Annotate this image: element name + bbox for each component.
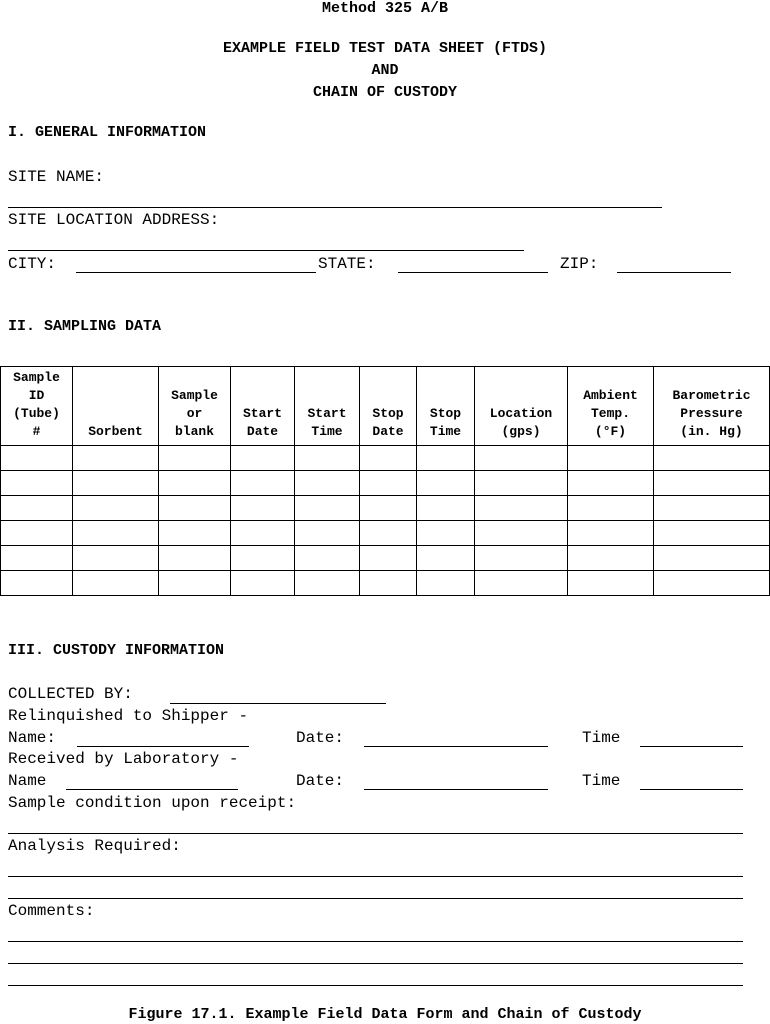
table-cell[interactable] [231, 446, 295, 471]
figure-caption: Figure 17.1. Example Field Data Form and Chain of Custody [128, 1006, 642, 1023]
site-location-field[interactable] [8, 250, 524, 251]
table-cell[interactable] [295, 546, 360, 571]
sample-condition-field[interactable] [8, 833, 743, 834]
lab-name-field[interactable] [66, 789, 238, 790]
analysis-required-label: Analysis Required: [8, 837, 181, 855]
table-cell[interactable] [568, 496, 654, 521]
table-cell[interactable] [159, 471, 231, 496]
table-cell[interactable] [568, 571, 654, 596]
comments-field-2[interactable] [8, 963, 743, 964]
table-cell[interactable] [568, 471, 654, 496]
form-subtitle: CHAIN OF CUSTODY [312, 84, 458, 101]
table-cell[interactable] [360, 446, 417, 471]
relinquished-label: Relinquished to Shipper - [8, 707, 249, 725]
table-cell[interactable] [568, 546, 654, 571]
shipper-name-label: Name: [8, 729, 57, 747]
general-info-heading: I. GENERAL INFORMATION [8, 124, 207, 141]
state-field[interactable] [398, 272, 548, 273]
table-cell[interactable] [295, 521, 360, 546]
table-cell[interactable] [568, 521, 654, 546]
table-cell[interactable] [159, 446, 231, 471]
city-label: CITY: [8, 255, 57, 273]
table-row [1, 571, 770, 596]
table-cell[interactable] [360, 471, 417, 496]
col-header-location: Location (gps) [475, 367, 568, 446]
table-cell[interactable] [159, 571, 231, 596]
site-location-label: SITE LOCATION ADDRESS: [8, 211, 220, 229]
collected-by-field[interactable] [170, 703, 386, 704]
state-label: STATE: [318, 255, 376, 273]
comments-field-3[interactable] [8, 985, 743, 986]
table-cell[interactable] [73, 521, 159, 546]
table-cell[interactable] [1, 496, 73, 521]
table-cell[interactable] [568, 446, 654, 471]
lab-date-label: Date: [296, 772, 345, 790]
shipper-time-field[interactable] [640, 746, 743, 747]
table-cell[interactable] [417, 446, 475, 471]
col-header-stop-date: Stop Date [360, 367, 417, 446]
lab-date-field[interactable] [364, 789, 548, 790]
table-cell[interactable] [1, 546, 73, 571]
table-row [1, 521, 770, 546]
table-cell[interactable] [417, 521, 475, 546]
table-row [1, 496, 770, 521]
table-cell[interactable] [360, 546, 417, 571]
shipper-time-label: Time [582, 729, 621, 747]
table-row [1, 546, 770, 571]
shipper-date-field[interactable] [364, 746, 548, 747]
col-header-sample-or-blank: Sample or blank [159, 367, 231, 446]
table-cell[interactable] [1, 571, 73, 596]
sampling-data-heading: II. SAMPLING DATA [8, 318, 162, 335]
table-cell[interactable] [475, 446, 568, 471]
lab-time-field[interactable] [640, 789, 743, 790]
col-header-stop-time: Stop Time [417, 367, 475, 446]
col-header-sorbent: Sorbent [73, 367, 159, 446]
shipper-name-field[interactable] [77, 746, 249, 747]
table-cell[interactable] [1, 446, 73, 471]
table-cell[interactable] [417, 471, 475, 496]
zip-field[interactable] [617, 272, 731, 273]
method-title: Method 325 A/B [321, 0, 449, 17]
table-cell[interactable] [73, 546, 159, 571]
collected-by-label: COLLECTED BY: [8, 685, 133, 703]
table-cell[interactable] [231, 471, 295, 496]
zip-label: ZIP: [560, 255, 599, 273]
lab-time-label: Time [582, 772, 621, 790]
table-cell[interactable] [360, 496, 417, 521]
site-name-label: SITE NAME: [8, 168, 105, 186]
col-header-start-time: Start Time [295, 367, 360, 446]
table-cell[interactable] [295, 446, 360, 471]
table-cell[interactable] [73, 471, 159, 496]
table-cell[interactable] [159, 521, 231, 546]
col-header-start-date: Start Date [231, 367, 295, 446]
table-cell[interactable] [654, 571, 770, 596]
table-cell[interactable] [475, 471, 568, 496]
table-cell[interactable] [1, 521, 73, 546]
table-cell[interactable] [475, 546, 568, 571]
table-cell[interactable] [417, 571, 475, 596]
table-cell[interactable] [654, 521, 770, 546]
table-cell[interactable] [73, 496, 159, 521]
sampling-table-body [1, 446, 770, 596]
col-header-sample-id: Sample ID (Tube) # [1, 367, 73, 446]
table-cell[interactable] [295, 471, 360, 496]
table-cell[interactable] [417, 496, 475, 521]
table-cell[interactable] [417, 546, 475, 571]
table-cell[interactable] [475, 521, 568, 546]
custody-info-heading: III. CUSTODY INFORMATION [8, 642, 225, 659]
table-cell[interactable] [73, 571, 159, 596]
table-cell[interactable] [654, 496, 770, 521]
form-title: EXAMPLE FIELD TEST DATA SHEET (FTDS) [222, 40, 548, 57]
table-cell[interactable] [295, 571, 360, 596]
shipper-date-label: Date: [296, 729, 345, 747]
lab-name-label: Name [8, 772, 47, 790]
sampling-data-table [0, 366, 770, 596]
table-cell[interactable] [654, 471, 770, 496]
table-cell[interactable] [231, 546, 295, 571]
comments-label: Comments: [8, 902, 95, 920]
table-row [1, 446, 770, 471]
site-name-field[interactable] [8, 207, 662, 208]
received-label: Received by Laboratory - [8, 750, 239, 768]
table-cell[interactable] [360, 521, 417, 546]
table-cell[interactable] [295, 496, 360, 521]
col-header-barometric-pressure: Barometric Pressure (in. Hg) [654, 367, 770, 446]
sample-condition-label: Sample condition upon receipt: [8, 794, 297, 812]
analysis-required-field-2[interactable] [8, 898, 743, 899]
table-cell[interactable] [231, 521, 295, 546]
form-title-and: AND [371, 62, 399, 79]
table-cell[interactable] [159, 496, 231, 521]
col-header-ambient-temp: Ambient Temp. (°F) [568, 367, 654, 446]
comments-field-1[interactable] [8, 941, 743, 942]
table-cell[interactable] [231, 571, 295, 596]
table-cell[interactable] [360, 571, 417, 596]
table-cell[interactable] [73, 446, 159, 471]
table-cell[interactable] [475, 571, 568, 596]
table-cell[interactable] [1, 471, 73, 496]
table-cell[interactable] [159, 546, 231, 571]
analysis-required-field-1[interactable] [8, 876, 743, 877]
table-cell[interactable] [654, 546, 770, 571]
city-field[interactable] [76, 272, 316, 273]
table-cell[interactable] [475, 496, 568, 521]
table-cell[interactable] [231, 496, 295, 521]
table-row [1, 471, 770, 496]
table-cell[interactable] [654, 446, 770, 471]
